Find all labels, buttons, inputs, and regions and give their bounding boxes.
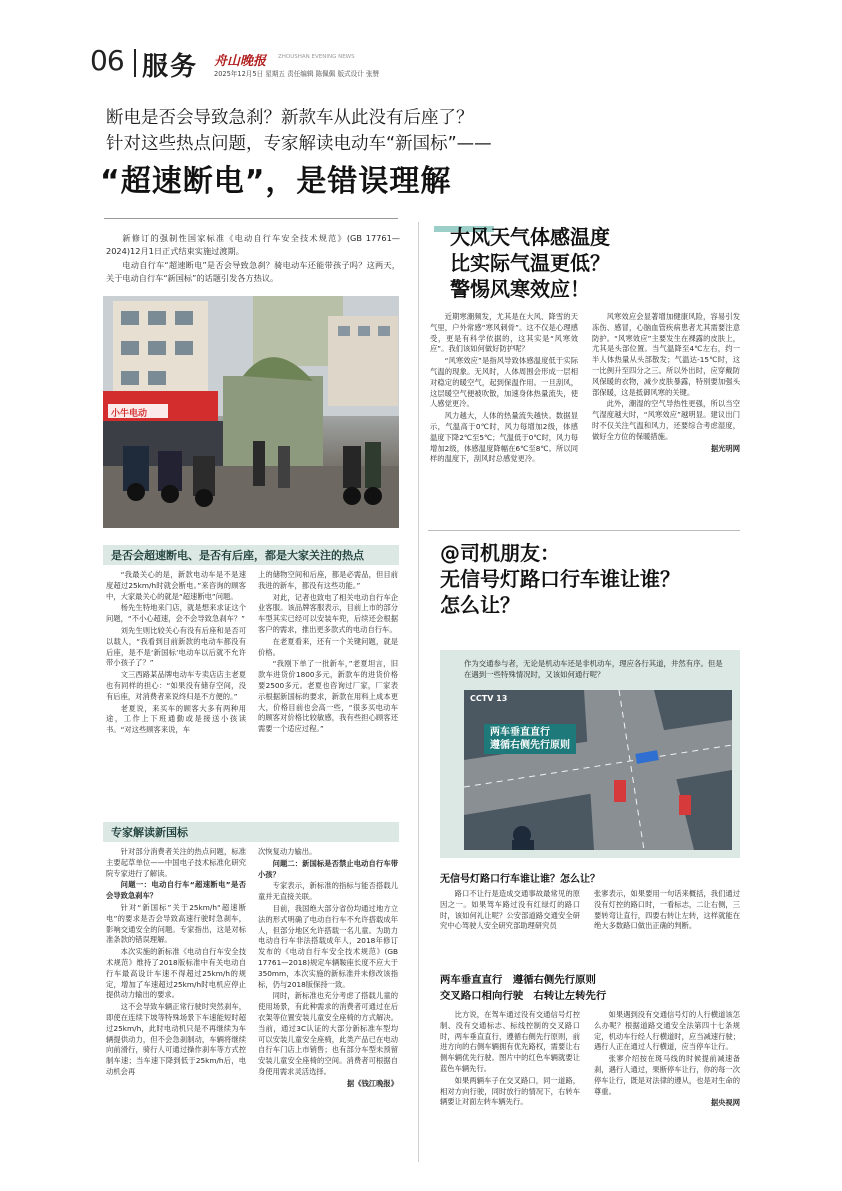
driver-title-line: @司机朋友： [440, 541, 560, 565]
driver-subtitle-line: 两车垂直直行 遵循右侧先行原则 [440, 974, 596, 986]
driver-intro-box [440, 650, 740, 858]
weather-paragraph: 风力越大，人体的热量流失越快。数据显示，气温高于0℃时，风力每增加2级，体感温度下降2℃至5℃；气温低于0℃时，风力每增加2级，体感温度降幅在6℃至8℃。所以同样的温度下，刮风时总感觉更冷。 [430, 411, 578, 464]
hotspot-section-title: 是否会超速断电、是否有后座，都是大家关注的热点 [103, 545, 399, 565]
driver-paragraph: 如果两辆车子在交叉路口，同一道路，相对方向行驶，同时放行的情况下，右转车辆要让对面左转车辆先行。 [440, 1075, 580, 1107]
shop-sign-text: 小牛电动 [111, 409, 148, 419]
street-photo [103, 296, 399, 528]
expert-paragraph: 这不会导致车辆正常行驶时突然刹车，即使在连续下坡等特殊场景下车速能短时超过25km/h，此时电动机只是不再继续为车辆提供动力，但不会急刹制动，车辆将继续向前滑行，骑行人可通过操作刹车等方式控制车速；当车速下降到低于25km/h后，电动机会再 [106, 1002, 246, 1076]
video-caption-line: 遵循右侧先行原则 [490, 740, 570, 751]
lead-paragraph: 电动自行车“超速断电”是否会导致急刹？骑电动车还能带孩子吗？这两天，关于电动自行车“新国标”的话题引发各方热议。 [106, 260, 400, 283]
expert-paragraph: 同时，新标准也充分考虑了搭载儿童的使用场景，有此种需求的消费者可通过在后衣架等位置安装儿童安全座椅的方式解决。当前，通过3C认证的大部分新标准车型均可以安装儿童安全座椅，此类产品已在电动自行车门店上市销售；也有部分车型未预留安装儿童安全座椅的空间。消费者可根据自身使用需求灵活选择。 [258, 991, 398, 1076]
weather-title [450, 224, 610, 302]
expert-question: 问题一：电动自行车“超速断电”是否会导致急刹车？ [106, 880, 246, 901]
lead-text [106, 232, 400, 286]
hotspot-paragraph: “我刚下单了一批新车，”老夏坦言，旧款车进货价1800多元，新款车的进货价格要2500多元。老夏也咨询过厂家，厂家表示根据新国标的要求，新款在用料上成本更大，价格目前也会高一些，“很多买电动车的顾客对价格比较敏感，我有些担心顾客还需要一个适应过程。” [258, 659, 398, 734]
hotspot-paragraph: 刘先生则比较关心有没有后座和是否可以载人，“我看到目前新款的电动车都没有后座，是不是‘新国标’电动车以后就不允许带小孩子了？” [106, 625, 246, 668]
driver-subtitle [440, 972, 606, 1004]
expert-paragraph: 针对“新国标”关于25km/h“超速断电”的要求是否会导致高速行驶时急刹车，影响交通安全的问题。专家指出，这是对标准条款的错误理解。 [106, 902, 246, 945]
driver-paragraph: 路口不让行是造成交通事故最常见的原因之一。如果驾车路过没有红绿灯的路口时，该如何礼让呢？公安部道路交通安全研究中心驾驶人安全研究部助理研究员 [440, 889, 580, 931]
weather-source: 据光明网 [710, 443, 740, 453]
hotspot-paragraph: 老夏说，来买车的顾客大多有两种用途，工作上下班通勤或是接送小孩读书。“对这些顾客来说，车 [106, 703, 246, 735]
weather-paragraph: 此外，潮湿的空气导热性更强，所以当空气湿度越大时，“风寒效应”越明显。建议出门时不仅关注气温和风力，还要综合考虑湿度，做好全方位的保暖措施。 [592, 399, 740, 441]
driver-paragraph: 比方说，在驾车通过没有交通信号灯控制、没有交通标志、标线控制的交叉路口时，两车垂直直行，遵循右侧先行原则，前进方向的右侧车辆拥有优先路权，需要让右侧车辆优先行驶。图片中的红色车辆就要让蓝色车辆先行。 [440, 1010, 580, 1073]
hotspot-column-1 [106, 570, 246, 737]
expert-column-1 [106, 847, 246, 1079]
headline-line1: 断电是否会导致急刹？新款车从此没有后座了？ [106, 108, 474, 128]
hotspot-paragraph: 对此，记者也致电了相关电动自行车企业客服。该品牌客服表示，目前上市的部分车型其实已经可以安装车兜，后续还会根据客户的需求，推出更多款式的电动自行车。 [258, 592, 398, 634]
paper-english-name: ZHOUSHAN EVENING NEWS [278, 54, 355, 60]
weather-title-line: 警惕风寒效应！ [450, 277, 590, 301]
driver-paragraph: 张寥表示，如果要用一句话来概括，我们通过没有灯控的路口时，一看标志，二让右侧，三要转弯让直行，四要右转让左转，这样就能在绝大多数路口做出正确的判断。 [594, 889, 740, 931]
hotspot-paragraph: 在老夏看来，还有一个关键问题，就是价格。 [258, 636, 398, 657]
driver-question-col-2 [594, 889, 740, 933]
driver-title-line: 怎么让？ [440, 593, 520, 617]
weather-title-line: 大风天气体感温度 [450, 225, 610, 249]
expert-paragraph: 专家表示，新标准的指标与能否搭载儿童并无直接关联。 [258, 881, 398, 902]
driver-subtitle-line: 交叉路口相向行驶 右转让左转先行 [440, 990, 607, 1002]
expert-paragraph: 针对部分消费者关注的热点问题，标准主要起草单位——中国电子技术标准化研究院专家进行了解读。 [106, 847, 246, 878]
article-divider [428, 530, 740, 531]
paper-logo: 舟山晚报 [214, 54, 267, 69]
driver-title [440, 540, 680, 618]
weather-column-2 [592, 312, 740, 455]
expert-question: 问题二：新国标是否禁止电动自行车带小孩？ [258, 858, 398, 879]
driver-intro: 作为交通参与者，无论是机动车还是非机动车，理应各行其道，井然有序。但是在遇到一些特殊情况时，又该如何通行呢？ [464, 659, 723, 679]
section-name: 服务 [142, 52, 199, 82]
weather-title-line: 比实际气温更低？ [450, 251, 610, 275]
headline-rule [104, 218, 398, 219]
video-caption [484, 724, 576, 754]
expert-section-title: 专家解读新国标 [103, 822, 399, 842]
driver-title-line: 无信号灯路口行车谁让谁？ [440, 567, 680, 591]
column-divider [418, 222, 419, 1162]
weather-paragraph: 风寒效应会显著增加健康风险，容易引发冻伤、感冒，心脑血管疾病患者尤其需要注意防护。“风寒效应”主要发生在裸露的皮肤上，尤其是头部位置。当气温降至4℃左右，约一半人体热量从头部散发；气温达-15℃时，这一比例升至四分之三。所以外出时，应穿戴防风保暖的衣物，减少皮肤暴露，特别要加强头部保暖，这是抵御风寒的关键。 [592, 312, 740, 397]
issue-meta: 2025年12月5日 星期五 责任编辑 陈佩佩 版式设计 张赞 [214, 70, 380, 78]
driver-paragraph: 张寥介绍按在斑马线的时候提前减速备刹，遇行人通过，果断停车让行，你的每一次停车让行，既是对法律的遵从，也是对生命的尊重。 [594, 1054, 740, 1096]
expert-paragraph: 次恢复动力输出。 [258, 847, 317, 856]
video-channel-logo: CCTV 13 [470, 694, 508, 703]
driver-section-col-2 [594, 1010, 740, 1110]
driver-source: 据央视网 [710, 1098, 740, 1108]
hotspot-column-2 [258, 570, 398, 736]
driver-paragraph: 如果遇到没有交通信号灯的人行横道该怎么办呢？根据道路交通安全法第四十七条规定，机动车行经人行横道时，应当减速行驶；遇行人正在通过人行横道，应当停车让行。 [594, 1010, 740, 1052]
masthead [90, 40, 770, 85]
driver-question-title: 无信号灯路口行车谁让谁？怎么让？ [440, 874, 600, 885]
expert-paragraph: 本次实施的新标准《电动自行车安全技术规范》维持了2018版标准中有关电动自行车最高设计车速不得超过25km/h的规定，增加了车速超过25km/h时电机应停止提供动力输出的要求。 [106, 947, 246, 1000]
video-still [464, 690, 732, 850]
expert-source: 据《钱江晚报》 [346, 1078, 398, 1088]
driver-section-col-1 [440, 1010, 580, 1109]
weather-column-1 [430, 312, 578, 466]
weather-paragraph: 近期寒潮频发，尤其是在大风、降雪的天气里，户外常感“寒风刺骨”。这不仅是心理感受，更是有科学依据的，这其实是“风寒效应”。我们该如何做好防护呢？ [430, 312, 578, 354]
expert-paragraph: 目前，我国绝大部分省份均通过地方立法的形式明确了电动自行车不允许搭载成年人，但部分地区允许搭载一名儿童。为助力电动自行车非法搭载成年人，2018年修订发布的《电动自行车安全技术规范》(GB 17761—2018)规定车辆鞍座长度不应大于350mm，本次实施的新标准并未修改该指标，仍与2018版保持一致。 [258, 903, 398, 989]
weather-paragraph: “风寒效应”是指风导致体感温度低于实际气温的现象。无风时，人体周围会形成一层相对稳定的暖空气，起到保温作用。一旦刮风，这层暖空气便被吹散，加速身体热量流失，使人感觉更冷。 [430, 356, 578, 409]
hotspot-paragraph: “我最关心的是，新款电动车是不是速度超过25km/h时就会断电。”来咨询的顾客中，大家最关心的就是“超速断电”问题。 [106, 570, 246, 601]
expert-column-2 [258, 847, 398, 1091]
page-number: 06 [90, 44, 124, 77]
hotspot-paragraph: 上的储物空间和后座，都是必需品，但目前我进的新车，都没有这些功能。” [258, 570, 398, 590]
hotspot-paragraph: 文三西路某品牌电动车专卖店店主老夏也有同样的担心：“如果没有储存空间，没有后座，对消费者来说终归是不方便的。” [106, 670, 246, 701]
hotspot-paragraph: 杨先生特地来门店，就是想来求证这个问题，“不小心超速，会不会导致急刹车？” [106, 603, 246, 624]
headline-line2: 针对这些热点问题，专家解读电动车“新国标”—— [106, 134, 492, 154]
photo-illustration [103, 296, 399, 528]
headline-main: “超速断电”，是错误理解 [100, 164, 452, 199]
lead-paragraph: 新修订的强制性国家标准《电动自行车安全技术规范》(GB 17761—2024)12月1日正式结束实施过渡期。 [106, 233, 400, 256]
intersection-illustration [464, 690, 732, 850]
masthead-divider [134, 49, 136, 77]
video-caption-line: 两车垂直直行 [490, 727, 550, 738]
driver-question-col-1 [440, 889, 580, 933]
